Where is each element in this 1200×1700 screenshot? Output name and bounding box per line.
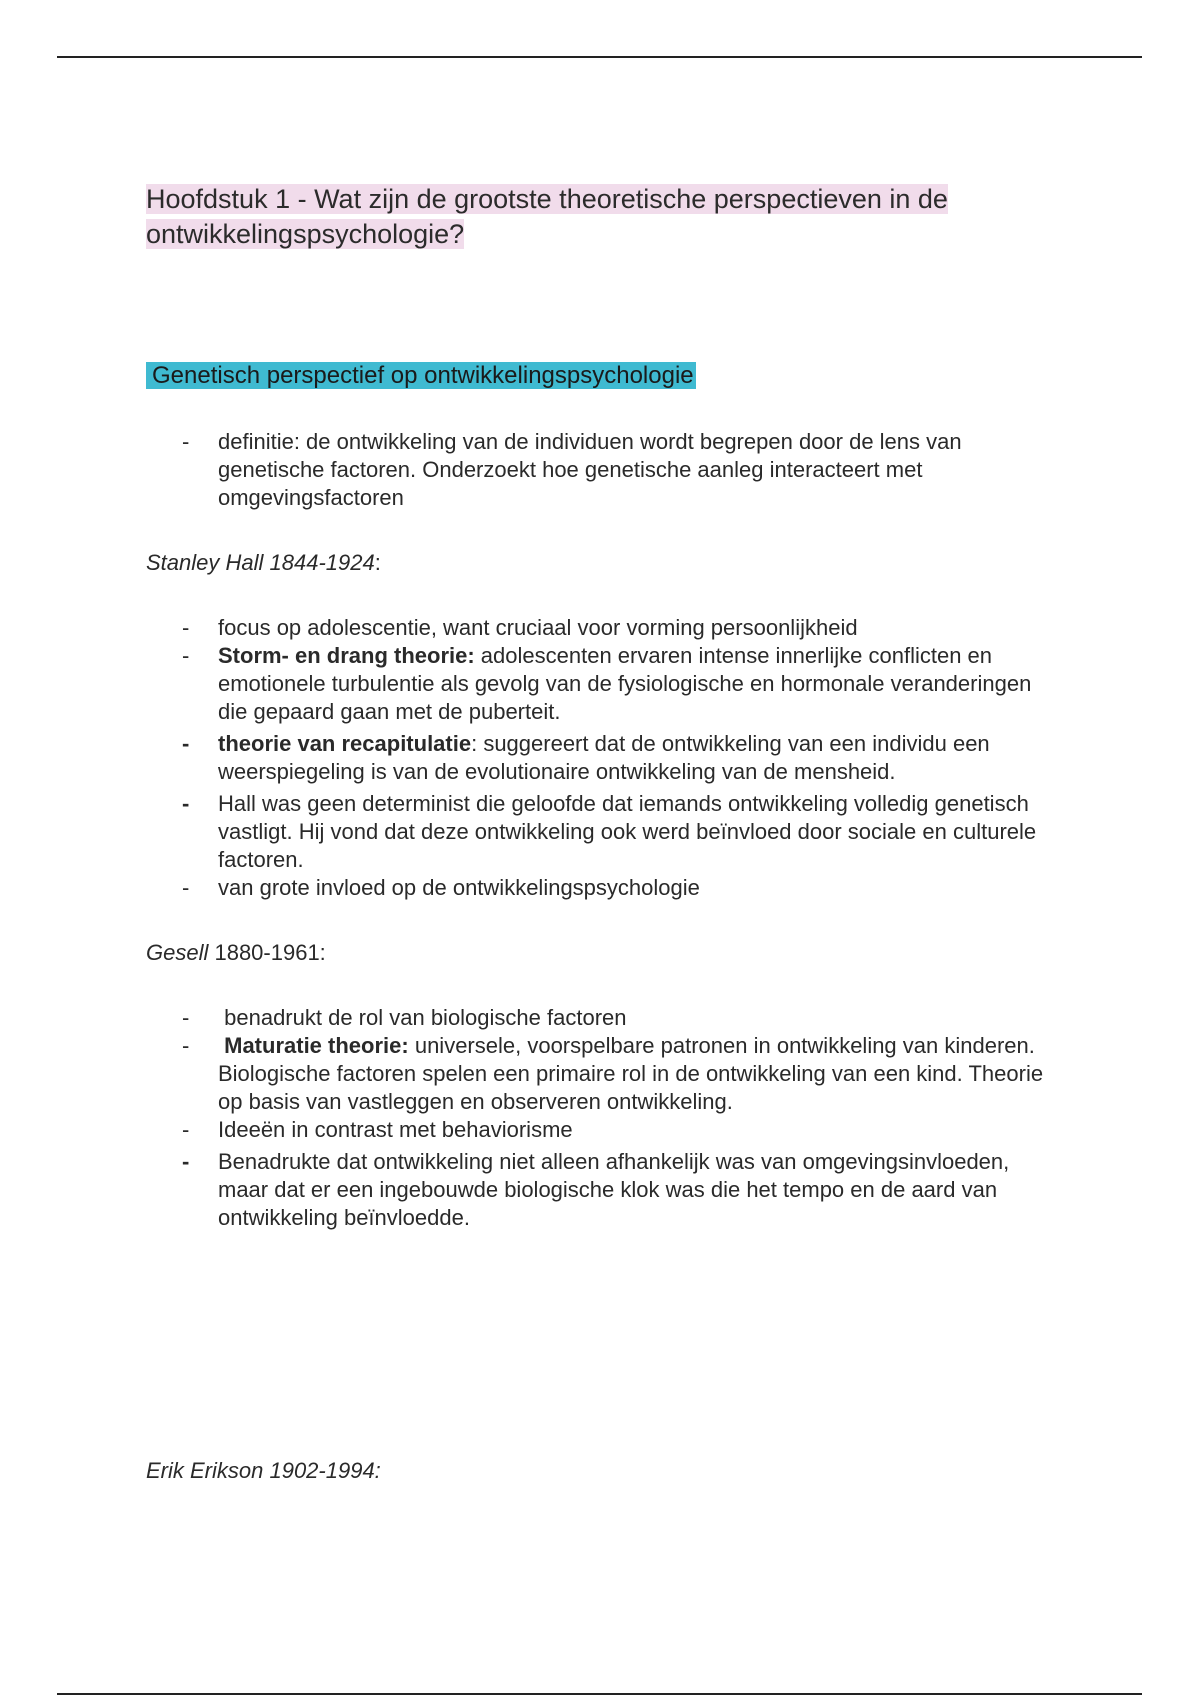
person-heading-erikson: Erik Erikson 1902-1994: (146, 1458, 381, 1483)
bullet-dash: - (182, 1033, 190, 1058)
list-item: - focus op adolescentie, want cruciaal voor vorming persoonlijkheid (182, 615, 858, 640)
top-rule (57, 56, 1142, 58)
list-item: - benadrukt de rol van biologische factoren (182, 1005, 627, 1030)
bullet-dash: - (182, 875, 190, 900)
list-item: - Benadrukte dat ontwikkeling niet alleen afhankelijk was van omgevingsinvloeden, maar dat er een ingebouwde biologische klok was die het tempo en de aard van ontwikkeling beïnvloedde. (182, 1149, 1010, 1230)
list-item: - Maturatie theorie: universele, voorspelbare patronen in ontwikkeling van kinderen. Biologische factoren spelen een primaire rol in de ontwikkeling van een kind. Theorie op basis van vastleggen en observeren ontwikkeling. (182, 1033, 1044, 1114)
page-title: Hoofdstuk 1 - Wat zijn de grootste theoretische perspectieven in de ontwikkelingspsychologie? (146, 184, 948, 249)
list-item: - theorie van recapitulatie: suggereert dat de ontwikkeling van een individu een weerspiegeling is van de evolutionaire ontwikkeling van de mensheid. (182, 731, 990, 784)
bullet-dash: - (182, 731, 190, 756)
bullet-dash: - (182, 791, 190, 816)
term-label: Maturatie theorie: (224, 1033, 409, 1058)
person-heading-hall: Stanley Hall 1844-1924: (146, 550, 381, 575)
definition-text: definitie: de ontwikkeling van de individuen wordt begrepen door de lens van genetische factoren. Onderzoekt hoe genetische aanleg interacteert met omgevingsfactoren (218, 429, 962, 510)
list-item: - van grote invloed op de ontwikkelingspsychologie (182, 875, 700, 900)
person-heading-gesell: Gesell 1880-1961: (146, 940, 326, 965)
term-label: Storm- en drang theorie: (218, 643, 475, 668)
bullet-dash: - (182, 643, 190, 668)
list-item: - Ideeën in contrast met behaviorisme (182, 1117, 573, 1142)
term-label: theorie van recapitulatie (218, 731, 472, 756)
bullet-dash: - (182, 1005, 190, 1030)
bullet-dash: - (182, 1149, 190, 1174)
bullet-dash: - (182, 1117, 190, 1142)
bullet-dash: - (182, 615, 190, 640)
bullet-dash: - (182, 429, 190, 454)
gesell-list (146, 1004, 1056, 1232)
section-heading: Genetisch perspectief op ontwikkelingspsychologie (146, 361, 1056, 391)
list-item (146, 428, 1056, 512)
bottom-rule (57, 1693, 1142, 1695)
list-item: - Hall was geen determinist die geloofde dat iemands ontwikkeling volledig genetisch vastligt. Hij vond dat deze ontwikkeling ook werd beïnvloed door sociale en culturele factoren. (182, 791, 1037, 872)
list-item: - Storm- en drang theorie: adolescenten ervaren intense innerlijke conflicten en emotionele turbulentie als gevolg van de fysiologische en hormonale veranderingen die gepaard gaan met de puberteit. (182, 643, 1032, 724)
definition-list (146, 428, 1056, 512)
page-content (146, 182, 1056, 1485)
hall-list (146, 614, 1056, 902)
